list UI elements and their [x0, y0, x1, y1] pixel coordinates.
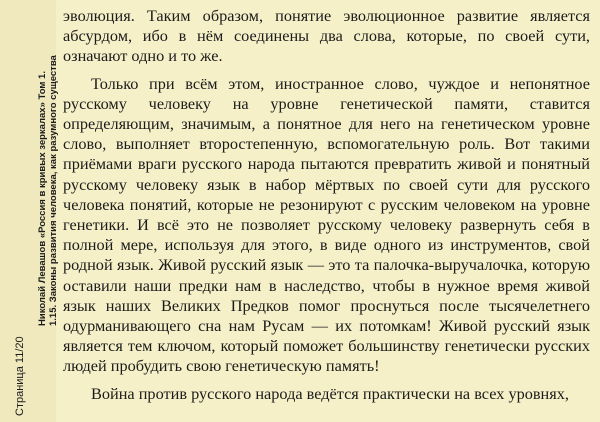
book-title-line-1: Николай Левашов «Россия в кривых зеркалах» Том 1. — [37, 71, 48, 326]
book-title-vertical — [37, 55, 59, 326]
book-title-line-2: 1.15. Законы развития человека, как разумного существа — [48, 55, 59, 326]
paragraph-continuation: эволюция. Таким образом, понятие эволюционное развитие является абсурдом, ибо в нём соединены два слова, которые, по своей сути, означают одно и то же. — [63, 6, 590, 66]
paragraph: Только при всём этом, иностранное слово, чуждое и непонятное русскому человеку на уровне генетической памяти, ставится определяющим, значимым, а понятное для него на генетическом уровне слово, выполняет второстепенную, вспомогательную роль. Вот такими приёмами враги русского народа пытаются превратить живой и понятный русскому человеку язык в набор мёртвых по своей сути для русского человека понятий, которые не резонируют с русским человеком на уровне генетики. И всё это не позволяет русскому человеку развернуть себя в полной мере, используя для этого, в виде одного из инструментов, свой родной язык. Живой русский язык — это та палочка-выручалочка, которую оставили наши предки нам в наследство, чтобы в нужное время живой язык наших Великих Предков помог проснуться после тысячелетнего одурманивающего сна нам Русам — их потомкам! Живой русский язык является тем ключом, который поможет большинству генетически русских людей пробудить свою генетическую память! — [63, 73, 590, 376]
page-margin-sidebar — [0, 0, 59, 422]
page-number: Страница 11/20 — [14, 336, 26, 416]
document-body — [63, 6, 590, 404]
paragraph: Война против русского народа ведётся практически на всех уровнях, — [91, 383, 569, 403]
